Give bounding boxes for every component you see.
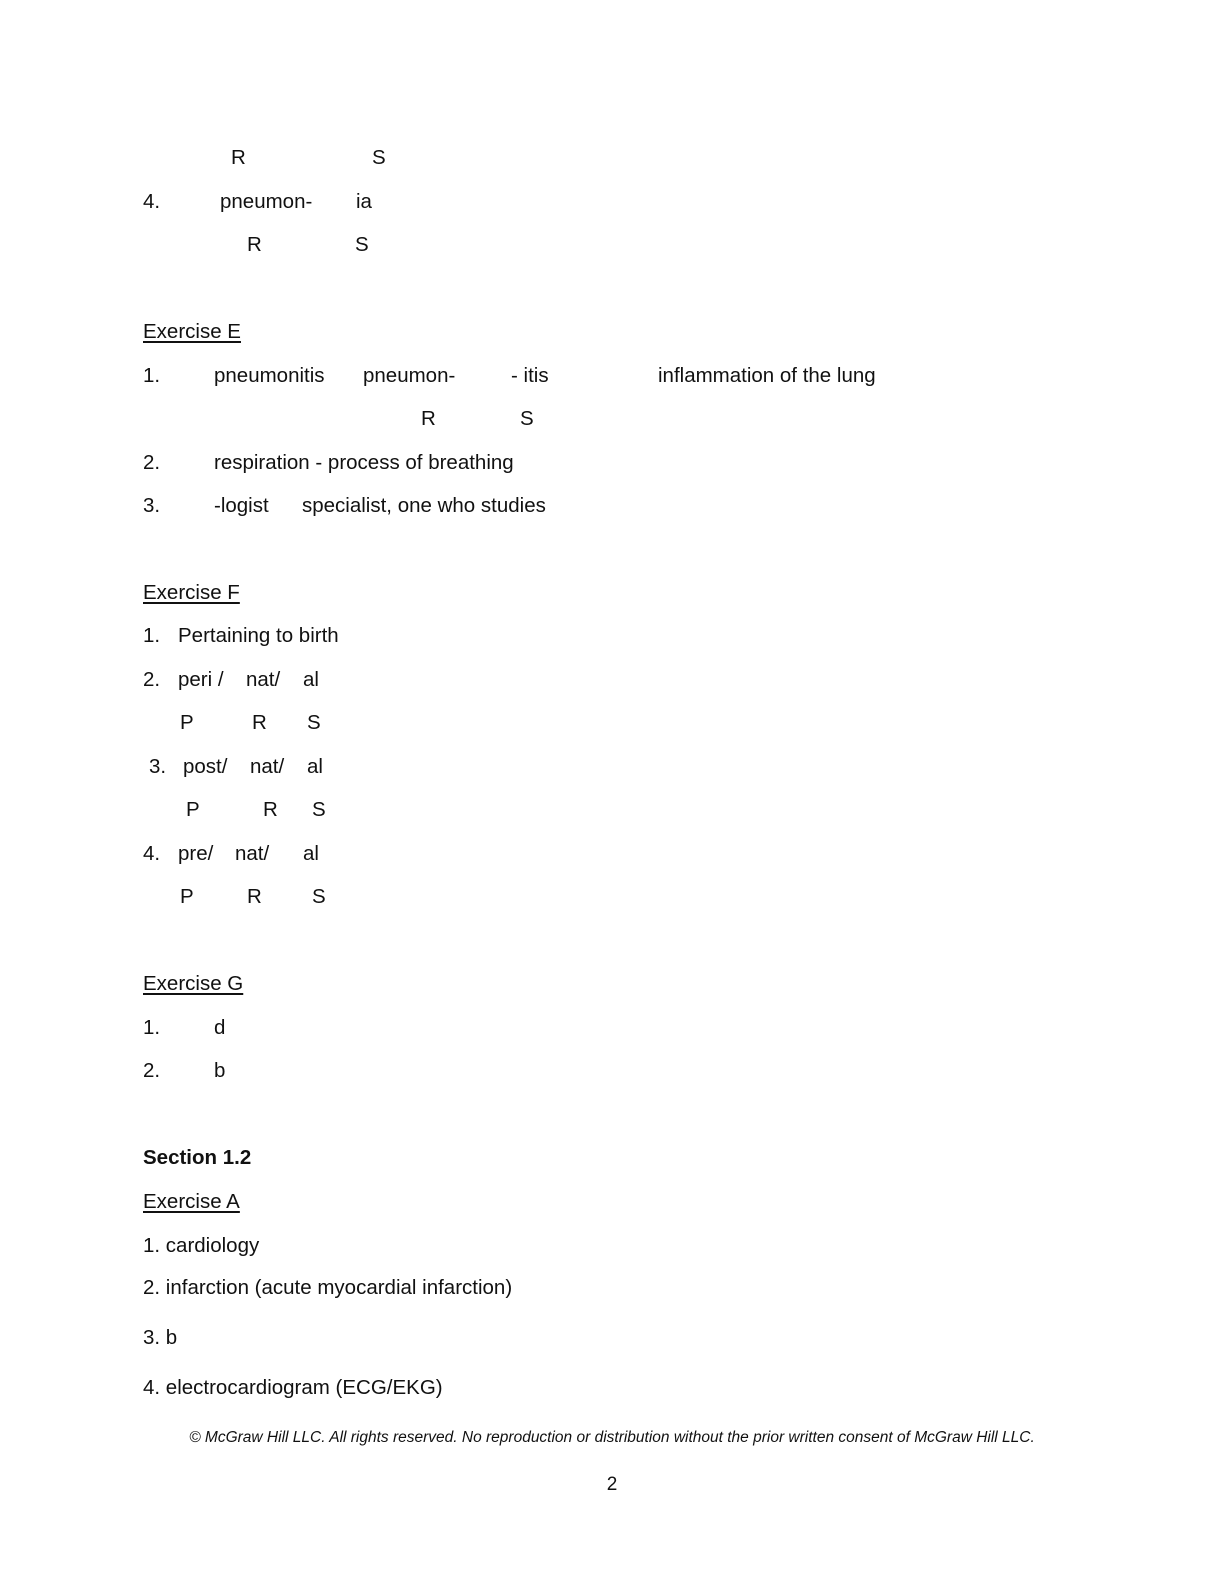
word-part: pre/ [178,842,214,865]
label-root: R [231,146,246,169]
word-part: ia [356,190,372,213]
answer-text: respiration - process of breathing [214,451,514,474]
answer-text: 3. b [143,1326,178,1349]
word-part: - itis [511,364,549,387]
item-number: 4. [143,190,161,213]
label-prefix: P [180,711,194,734]
word-part: post/ [183,755,228,778]
word-part: al [303,842,319,865]
label-root: R [252,711,267,734]
exercise-heading: Exercise G [143,972,244,995]
label-root: R [247,233,262,256]
word-part: nat/ [246,668,281,691]
term: pneumonitis [214,364,325,387]
exercise-heading: Exercise E [143,320,241,343]
label-prefix: P [180,885,194,908]
item-number: 3. [143,494,161,517]
answer-text: Pertaining to birth [178,624,339,647]
word-part: pneumon- [363,364,456,387]
term: -logist [214,494,269,517]
label-suffix: S [355,233,369,256]
answer-text: b [214,1059,226,1082]
word-part: peri / [178,668,224,691]
label-suffix: S [520,407,534,430]
item-number: 1. [143,1016,161,1039]
label-root: R [421,407,436,430]
answer-text: 1. cardiology [143,1234,260,1257]
item-number: 1. [143,364,161,387]
label-suffix: S [312,798,326,821]
word-part: nat/ [250,755,285,778]
item-number: 4. [143,842,161,865]
label-suffix: S [307,711,321,734]
word-part: pneumon- [220,190,313,213]
definition: specialist, one who studies [302,494,546,517]
answer-text: 2. infarction (acute myocardial infarction) [143,1276,513,1299]
word-part: al [303,668,319,691]
exercise-heading: Exercise A [143,1190,240,1213]
word-part: al [307,755,323,778]
label-root: R [263,798,278,821]
item-number: 1. [143,624,161,647]
answer-text: d [214,1016,226,1039]
label-root: R [247,885,262,908]
label-suffix: S [372,146,386,169]
answer-text: 4. electrocardiogram (ECG/EKG) [143,1376,443,1399]
item-number: 2. [143,451,161,474]
word-part: nat/ [235,842,270,865]
label-prefix: P [186,798,200,821]
item-number: 2. [143,1059,161,1082]
item-number: 3. [149,755,167,778]
label-suffix: S [312,885,326,908]
section-heading: Section 1.2 [143,1146,252,1169]
definition: inflammation of the lung [658,364,876,387]
copyright-footer: © McGraw Hill LLC. All rights reserved. No reproduction or distribution without the prior written consent of McGraw Hill LLC. [189,1429,1035,1446]
exercise-heading: Exercise F [143,581,240,604]
item-number: 2. [143,668,161,691]
page-number: 2 [606,1474,618,1495]
